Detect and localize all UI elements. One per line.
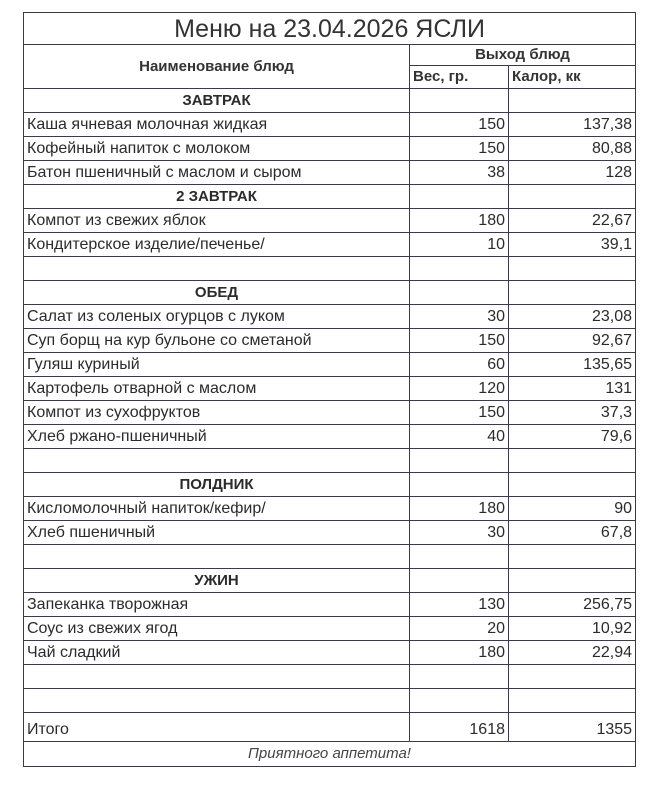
dish-calories: 92,67 — [509, 329, 636, 353]
empty-cell — [509, 665, 636, 689]
dish-calories: 90 — [509, 497, 636, 521]
menu-item-row — [24, 377, 636, 401]
menu-item-row — [24, 401, 636, 425]
dish-calories: 22,67 — [509, 209, 636, 233]
dish-weight: 40 — [410, 425, 509, 449]
dish-name: Кондитерское изделие/печенье/ — [24, 233, 410, 257]
menu-item-row — [24, 641, 636, 665]
dish-calories: 128 — [509, 161, 636, 185]
dish-weight: 38 — [410, 161, 509, 185]
empty-row — [24, 257, 636, 281]
dish-name: Хлеб ржано-пшеничный — [24, 425, 410, 449]
menu-item-row — [24, 497, 636, 521]
dish-calories: 39,1 — [509, 233, 636, 257]
empty-cell — [410, 281, 509, 305]
dish-weight: 150 — [410, 329, 509, 353]
dish-weight: 30 — [410, 521, 509, 545]
dish-name: Компот из сухофруктов — [24, 401, 410, 425]
menu-item-row — [24, 233, 636, 257]
menu-item-row — [24, 353, 636, 377]
menu-item-row — [24, 521, 636, 545]
section-title: 2 ЗАВТРАК — [24, 185, 410, 209]
empty-cell — [509, 257, 636, 281]
section-header-row — [24, 185, 636, 209]
menu-item-row — [24, 593, 636, 617]
dish-weight: 180 — [410, 641, 509, 665]
dish-weight: 150 — [410, 137, 509, 161]
empty-cell — [24, 689, 410, 713]
dish-name: Компот из свежих яблок — [24, 209, 410, 233]
empty-cell — [24, 545, 410, 569]
section-header-row — [24, 89, 636, 113]
dish-calories: 79,6 — [509, 425, 636, 449]
dish-name: Гуляш куриный — [24, 353, 410, 377]
empty-cell — [509, 185, 636, 209]
total-weight: 1618 — [410, 713, 509, 742]
menu-item-row — [24, 209, 636, 233]
menu-item-row — [24, 305, 636, 329]
dish-calories: 256,75 — [509, 593, 636, 617]
empty-cell — [410, 449, 509, 473]
menu-item-row — [24, 137, 636, 161]
header-row — [24, 45, 636, 66]
dish-name: Батон пшеничный с маслом и сыром — [24, 161, 410, 185]
empty-cell — [410, 473, 509, 497]
menu-item-row — [24, 161, 636, 185]
footer-row — [24, 742, 636, 767]
menu-title: Меню на 23.04.2026 ЯСЛИ — [24, 13, 636, 45]
empty-cell — [410, 545, 509, 569]
section-header-row — [24, 569, 636, 593]
dish-calories: 22,94 — [509, 641, 636, 665]
dish-weight: 180 — [410, 209, 509, 233]
dish-name: Каша ячневая молочная жидкая — [24, 113, 410, 137]
dish-calories: 23,08 — [509, 305, 636, 329]
menu-item-row — [24, 425, 636, 449]
section-title: УЖИН — [24, 569, 410, 593]
dish-calories: 67,8 — [509, 521, 636, 545]
empty-row — [24, 689, 636, 713]
column-header-weight: Вес, гр. — [410, 66, 509, 89]
dish-weight: 30 — [410, 305, 509, 329]
dish-name: Соус из свежих ягод — [24, 617, 410, 641]
title-row — [24, 13, 636, 45]
menu-item-row — [24, 113, 636, 137]
dish-name: Кофейный напиток с молоком — [24, 137, 410, 161]
dish-calories: 131 — [509, 377, 636, 401]
footer-message: Приятного аппетита! — [24, 742, 636, 767]
dish-name: Салат из соленых огурцов с луком — [24, 305, 410, 329]
empty-cell — [509, 545, 636, 569]
section-header-row — [24, 281, 636, 305]
empty-row — [24, 665, 636, 689]
empty-cell — [509, 473, 636, 497]
menu-item-row — [24, 617, 636, 641]
empty-row — [24, 545, 636, 569]
dish-weight: 10 — [410, 233, 509, 257]
dish-name: Хлеб пшеничный — [24, 521, 410, 545]
empty-cell — [509, 569, 636, 593]
total-row — [24, 713, 636, 742]
section-title: ОБЕД — [24, 281, 410, 305]
section-title: ЗАВТРАК — [24, 89, 410, 113]
empty-cell — [410, 665, 509, 689]
dish-calories: 10,92 — [509, 617, 636, 641]
column-header-calories: Калор, кк — [509, 66, 636, 89]
empty-cell — [410, 689, 509, 713]
dish-name: Картофель отварной с маслом — [24, 377, 410, 401]
dish-weight: 60 — [410, 353, 509, 377]
empty-cell — [509, 689, 636, 713]
menu-item-row — [24, 329, 636, 353]
empty-cell — [410, 89, 509, 113]
dish-weight: 130 — [410, 593, 509, 617]
dish-name: Запеканка творожная — [24, 593, 410, 617]
dish-calories: 135,65 — [509, 353, 636, 377]
dish-weight: 150 — [410, 401, 509, 425]
dish-weight: 20 — [410, 617, 509, 641]
empty-cell — [24, 665, 410, 689]
dish-name: Кисломолочный напиток/кефир/ — [24, 497, 410, 521]
empty-cell — [509, 449, 636, 473]
empty-cell — [24, 449, 410, 473]
dish-name: Суп борщ на кур бульоне со сметаной — [24, 329, 410, 353]
menu-table — [23, 12, 636, 767]
dish-calories: 137,38 — [509, 113, 636, 137]
section-title: ПОЛДНИК — [24, 473, 410, 497]
total-calories: 1355 — [509, 713, 636, 742]
section-header-row — [24, 473, 636, 497]
dish-weight: 150 — [410, 113, 509, 137]
empty-row — [24, 449, 636, 473]
total-label: Итого — [24, 713, 410, 742]
empty-cell — [509, 281, 636, 305]
empty-cell — [24, 257, 410, 281]
empty-cell — [410, 257, 509, 281]
dish-weight: 180 — [410, 497, 509, 521]
dish-weight: 120 — [410, 377, 509, 401]
menu-sheet — [23, 12, 635, 767]
dish-name: Чай сладкий — [24, 641, 410, 665]
column-header-name: Наименование блюд — [24, 45, 410, 89]
dish-calories: 37,3 — [509, 401, 636, 425]
empty-cell — [410, 185, 509, 209]
dish-calories: 80,88 — [509, 137, 636, 161]
column-group-header-output: Выход блюд — [410, 45, 636, 66]
empty-cell — [509, 89, 636, 113]
empty-cell — [410, 569, 509, 593]
